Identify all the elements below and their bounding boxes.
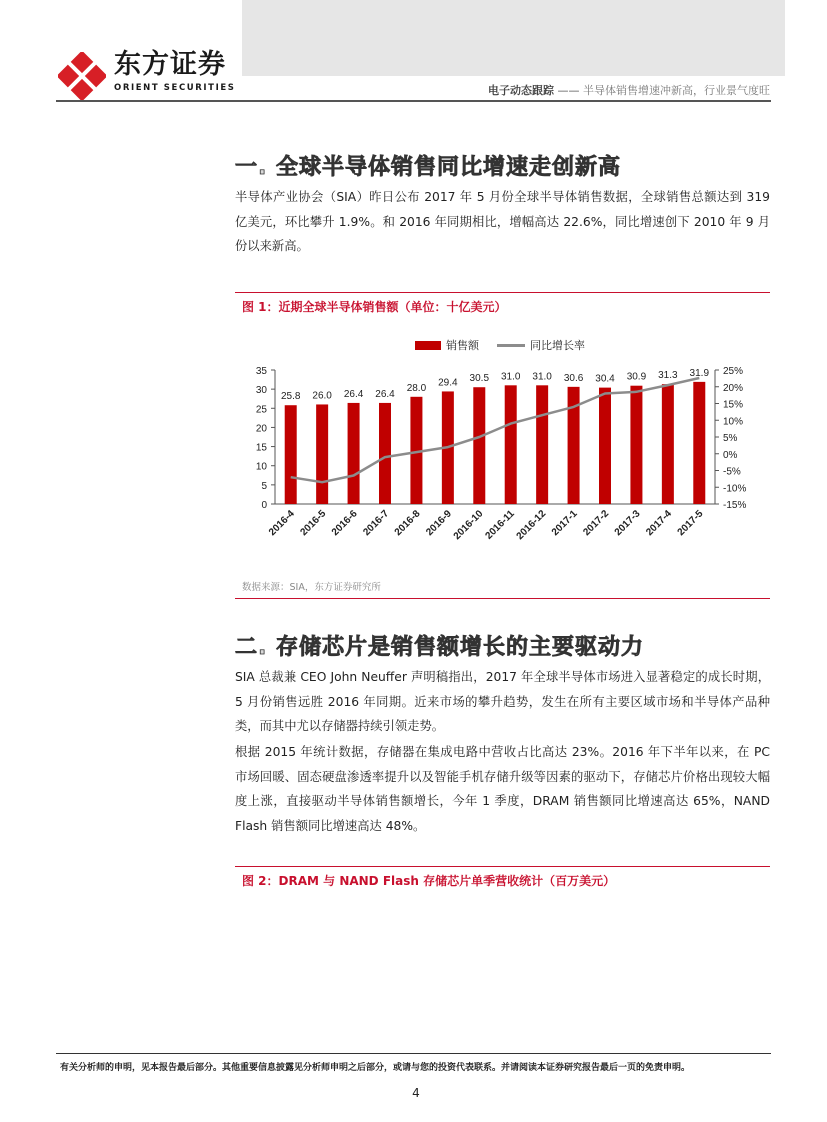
sales-bar — [693, 382, 705, 504]
x-tick-label: 2016-11 — [483, 508, 517, 542]
header-report-title — [470, 82, 770, 98]
figure-2-top-rule — [235, 866, 770, 867]
section-1-title: 一. 全球半导体销售同比增速走创新高 — [235, 155, 622, 180]
y-right-tick-label: 15% — [723, 399, 744, 411]
x-tick-label: 2016-5 — [298, 508, 329, 539]
y-right-tick-label: -10% — [723, 483, 747, 495]
bar-data-label: 26.4 — [375, 388, 395, 400]
sales-bar — [505, 385, 517, 504]
x-tick-label: 2017-5 — [675, 508, 706, 539]
bar-data-label: 31.9 — [689, 367, 710, 379]
bar-data-label: 25.8 — [280, 391, 301, 403]
y-right-tick-label: 25% — [723, 366, 744, 377]
bar-data-label: 30.9 — [626, 371, 647, 383]
bar-data-label: 30.4 — [595, 373, 615, 385]
logo-english-name: ORIENT SECURITIES — [114, 83, 236, 93]
bar-data-label: 26.4 — [343, 388, 364, 400]
y-right-tick-label: 20% — [723, 382, 744, 394]
y-left-tick-label: 25 — [255, 404, 267, 416]
y-left-tick-label: 35 — [255, 366, 267, 377]
footer-divider — [56, 1053, 771, 1054]
figure-1-caption: 图 1：近期全球半导体销售额（单位：十亿美元） — [242, 300, 507, 314]
sales-bar — [599, 388, 611, 504]
x-tick-label: 2017-1 — [549, 508, 580, 539]
legend-line-label: 同比增长率 — [530, 340, 585, 352]
bar-data-label: 30.6 — [563, 372, 584, 384]
x-tick-label: 2016-8 — [392, 508, 423, 539]
y-right-tick-label: -5% — [723, 466, 741, 478]
bar-data-label: 31.0 — [500, 371, 521, 383]
figure-1-bottom-rule — [235, 598, 770, 599]
x-tick-label: 2016-9 — [424, 508, 454, 539]
x-tick-label: 2017-4 — [644, 508, 674, 539]
bar-data-label: 31.3 — [658, 370, 678, 382]
sales-chart — [235, 324, 770, 574]
x-tick-label: 2016-12 — [514, 508, 549, 543]
sales-bar — [348, 403, 360, 504]
y-left-tick-label: 0 — [261, 500, 267, 511]
y-right-tick-label: 0% — [723, 449, 738, 461]
section-2-paragraph-2: 根据 2015 年统计数据，存储器在集成电路中营收占比高达 23%。2016 年下半年以来，在 PC 市场回暖、固态硬盘渗透率提升以及智能手机存储升级等因素的驱动下，存储芯片价格出现较大幅度上涨，直接驱动半导体销售额增长，今年 1 季度，DRAM 销售额同比增速高达 65%，NAND Flash 销售额同比增速高达 48%。 — [235, 745, 770, 833]
y-left-tick-label: 5 — [261, 480, 267, 492]
sales-bar — [662, 384, 674, 504]
x-tick-label: 2016-7 — [361, 508, 392, 539]
figure-1-top-rule — [235, 292, 770, 293]
header-band — [242, 0, 785, 76]
y-right-tick-label: -15% — [723, 500, 747, 511]
y-left-tick-label: 20 — [255, 423, 267, 435]
footer-disclaimer: 有关分析师的申明，见本报告最后部分。其他重要信息披露见分析师申明之后部分，或请与您的投资代表联系。并请阅读本证券研究报告最后一页的免责申明。 — [60, 1063, 691, 1073]
y-right-tick-label: 10% — [723, 416, 744, 428]
header-divider — [56, 100, 771, 102]
sales-bar — [379, 403, 391, 504]
section-2-paragraph-1: SIA 总裁兼 CEO John Neuffer 声明稿指出，2017 年全球半导体市场进入显著稳定的成长时期，5 月份销售远胜 2016 年同期。近来市场的攀升趋势，发生在所有主要区域市场和半导体产品种类，而其中尤以存储器持续引领走势。 — [235, 670, 770, 733]
y-left-tick-label: 10 — [255, 461, 267, 473]
x-tick-label: 2016-4 — [267, 508, 297, 539]
header-dash: —— — [557, 84, 580, 97]
bar-data-label: 30.5 — [469, 373, 490, 385]
sales-bar — [316, 404, 328, 504]
logo-chinese-name: 东方证券 — [114, 49, 226, 80]
x-tick-label: 2016-10 — [451, 508, 486, 543]
bar-data-label: 28.0 — [406, 382, 427, 394]
sales-bar — [473, 387, 485, 504]
sales-bar — [630, 386, 642, 504]
legend-bar-swatch — [415, 341, 441, 350]
bar-data-label: 29.4 — [438, 377, 458, 389]
bar-data-label: 31.0 — [532, 371, 552, 383]
section-2-title: 二. 存储芯片是销售额增长的主要驱动力 — [235, 635, 645, 660]
figure-2-caption: 图 2：DRAM 与 NAND Flash 存储芯片单季营收统计（百万美元） — [242, 874, 616, 888]
x-tick-label: 2017-3 — [612, 508, 643, 539]
y-left-tick-label: 15 — [255, 442, 267, 454]
legend-bar-label: 销售额 — [446, 340, 479, 352]
x-tick-label: 2016-6 — [329, 508, 360, 539]
report-title: 半导体销售增速冲新高，行业景气度旺 — [583, 84, 770, 97]
sales-bar — [285, 405, 297, 504]
orient-logo-icon — [58, 52, 106, 100]
sales-bar — [536, 385, 548, 504]
y-right-tick-label: 5% — [723, 433, 738, 444]
figure-1-source: 数据来源：SIA，东方证券研究所 — [242, 582, 381, 593]
report-type: 电子动态跟踪 — [488, 84, 554, 97]
y-left-tick-label: 30 — [255, 385, 267, 397]
bar-data-label: 26.0 — [312, 390, 332, 402]
x-tick-label: 2017-2 — [581, 508, 612, 539]
page-number: 4 — [412, 1086, 420, 1100]
section-1-paragraph: 半导体产业协会（SIA）昨日公布 2017 年 5 月份全球半导体销售数据，全球销售总额达到 319 亿美元，环比攀升 1.9%。和 2016 年同期相比，增幅高达 22.6%，同比增速创下 2010 年 9 月份以来新高。 — [235, 190, 770, 253]
